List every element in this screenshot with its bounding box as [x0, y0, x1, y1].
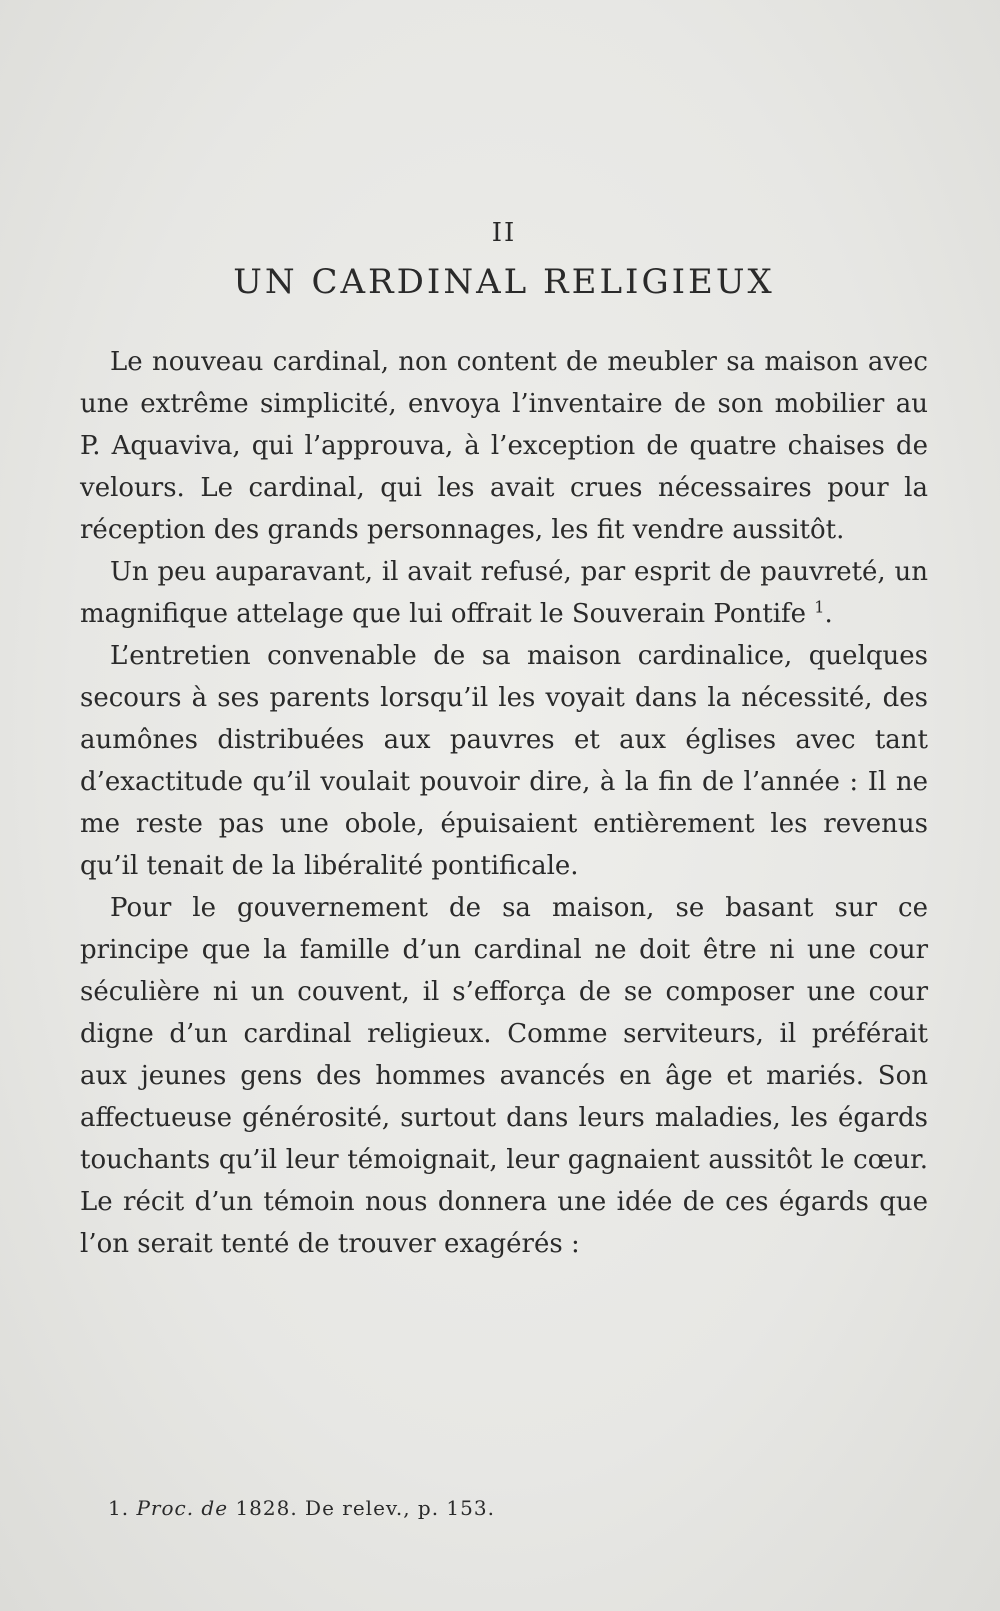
footnote-source: 1828. De relev., p. 153.: [235, 1496, 495, 1520]
paragraph-4: Pour le gouvernement de sa maison, se basant sur ce principe que la famille d’un cardinal ne doit être ni une cour séculière ni un couvent, il s’efforça de se composer une cour digne d’un cardinal religieux. Comme serviteurs, il préférait aux jeunes gens des hommes avancés en âge et mariés. Son affectueuse générosité, surtout dans leurs maladies, les égards touchants qu’il leur témoignait, leur gagnaient aussitôt le cœur. Le récit d’un témoin nous donnera une idée de ces égards que l’on serait tenté de trouver exagérés :: [80, 893, 928, 1260]
paragraph-2-text: Un peu auparavant, il avait refusé, par esprit de pauvreté, un magnifique attelage que lui offrait le Souverain Pontife: [80, 557, 928, 630]
paragraph-3: L’entretien convenable de sa maison cardinalice, quelques secours à ses parents lorsqu’il les voyait dans la nécessité, des aumônes distribuées aux pauvres et aux églises avec tant d’exactitude qu’il voulait pouvoir dire, à la fin de l’année : Il ne me reste pas une obole, épuisaient entièrement les revenus qu’il tenait de la libéralité pontificale.: [80, 641, 928, 882]
footnote-number: 1.: [108, 1496, 130, 1520]
paragraph-1: Le nouveau cardinal, non content de meubler sa maison avec une extrême simplicité, envoya l’inventaire de son mobilier au P. Aquaviva, qui l’approuva, à l’exception de quatre chaises de velours. Le cardinal, qui les avait crues nécessaires pour la réception des grands personnages, les fit vendre aussitôt.: [80, 347, 928, 546]
paragraph-2: [80, 551, 928, 635]
chapter-title: UN CARDINAL RELIGIEUX: [233, 262, 775, 302]
footnote-source-italic: Proc. de: [136, 1496, 229, 1520]
page-body: [80, 220, 928, 1265]
paragraph-2-end: .: [824, 599, 833, 630]
chapter-number: II: [491, 218, 517, 248]
footnote-reference: 1: [814, 597, 825, 617]
footnote: [108, 1496, 495, 1520]
